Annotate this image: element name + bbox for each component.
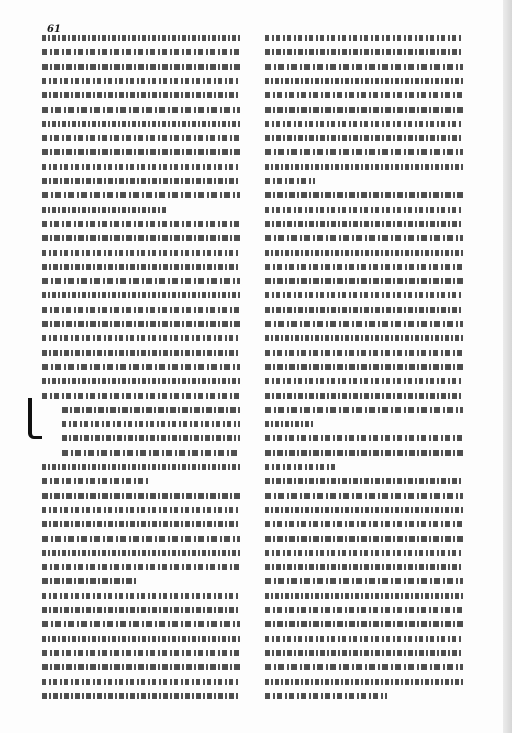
- text-line: [265, 407, 463, 413]
- text-line: [42, 521, 240, 527]
- text-line: [265, 550, 463, 556]
- text-line: [265, 192, 463, 198]
- text-line: [265, 178, 315, 184]
- text-line: [265, 264, 463, 270]
- text-line: [42, 478, 149, 484]
- text-line: [265, 593, 463, 599]
- text-line: [265, 250, 463, 256]
- text-line: [62, 407, 240, 413]
- text-line: [265, 149, 463, 155]
- text-line: [265, 307, 463, 313]
- text-line: [42, 650, 240, 656]
- text-line: [265, 221, 463, 227]
- text-line: [42, 507, 240, 513]
- text-line: [42, 621, 240, 627]
- page-number: 61: [47, 24, 61, 35]
- text-line: [265, 536, 463, 542]
- text-line: [42, 378, 240, 384]
- text-line: [265, 607, 463, 613]
- text-line: [265, 378, 463, 384]
- text-line: [62, 421, 240, 427]
- text-line: [265, 235, 463, 241]
- text-line: [42, 78, 240, 84]
- text-line: [42, 35, 240, 41]
- text-line: [42, 335, 240, 341]
- text-line: [42, 235, 240, 241]
- text-line: [42, 192, 240, 198]
- text-line: [42, 264, 240, 270]
- text-line: [265, 321, 463, 327]
- text-line: [42, 307, 240, 313]
- text-line: [265, 478, 463, 484]
- text-line: [42, 149, 240, 155]
- text-line: [42, 178, 240, 184]
- text-line: [42, 564, 240, 570]
- text-line: [265, 135, 463, 141]
- text-line: [265, 421, 314, 427]
- text-line: [265, 450, 463, 456]
- text-line: [42, 221, 240, 227]
- page-edge-shadow: [503, 0, 512, 733]
- text-line: [265, 393, 463, 399]
- text-line: [265, 621, 463, 627]
- text-line: [42, 164, 240, 170]
- text-line: [265, 335, 463, 341]
- text-line: [42, 107, 240, 113]
- text-line: [265, 92, 463, 98]
- text-line: [265, 292, 463, 298]
- text-line: [265, 578, 463, 584]
- text-line: [265, 435, 463, 441]
- right-text-column: [265, 35, 463, 715]
- text-line: [42, 364, 240, 370]
- drop-cap-glyph: [28, 398, 42, 439]
- text-line: [42, 493, 240, 499]
- text-line: [42, 321, 240, 327]
- text-line: [62, 435, 240, 441]
- text-line: [42, 92, 240, 98]
- text-line: [265, 364, 463, 370]
- text-line: [265, 35, 463, 41]
- text-line: [42, 464, 240, 470]
- text-line: [42, 550, 240, 556]
- text-line: [265, 207, 463, 213]
- text-line: [265, 664, 463, 670]
- text-line: [265, 107, 463, 113]
- text-line: [62, 450, 240, 456]
- text-line: [265, 78, 463, 84]
- text-line: [42, 135, 240, 141]
- text-line: [42, 664, 240, 670]
- text-line: [42, 578, 138, 584]
- text-line: [42, 536, 240, 542]
- text-line: [265, 164, 463, 170]
- text-line: [265, 493, 463, 499]
- text-line: [42, 593, 240, 599]
- text-line: [265, 521, 463, 527]
- text-line: [42, 607, 240, 613]
- left-text-column: [42, 35, 240, 715]
- text-line: [42, 207, 166, 213]
- text-line: [42, 121, 240, 127]
- text-line: [42, 393, 240, 399]
- text-line: [265, 636, 463, 642]
- text-line: [42, 350, 240, 356]
- text-line: [265, 564, 463, 570]
- text-line: [42, 49, 240, 55]
- text-line: [265, 650, 463, 656]
- text-line: [42, 292, 240, 298]
- text-line: [42, 679, 240, 685]
- text-line: [265, 49, 463, 55]
- text-line: [42, 250, 240, 256]
- text-line: [265, 64, 463, 70]
- text-line: [265, 121, 463, 127]
- text-line: [265, 464, 335, 470]
- text-line: [265, 350, 463, 356]
- text-line: [42, 693, 240, 699]
- text-line: [265, 507, 463, 513]
- text-line: [42, 636, 240, 642]
- text-line: [265, 278, 463, 284]
- text-line: [265, 679, 463, 685]
- text-line: [42, 278, 240, 284]
- text-line: [42, 64, 240, 70]
- text-line: [265, 693, 387, 699]
